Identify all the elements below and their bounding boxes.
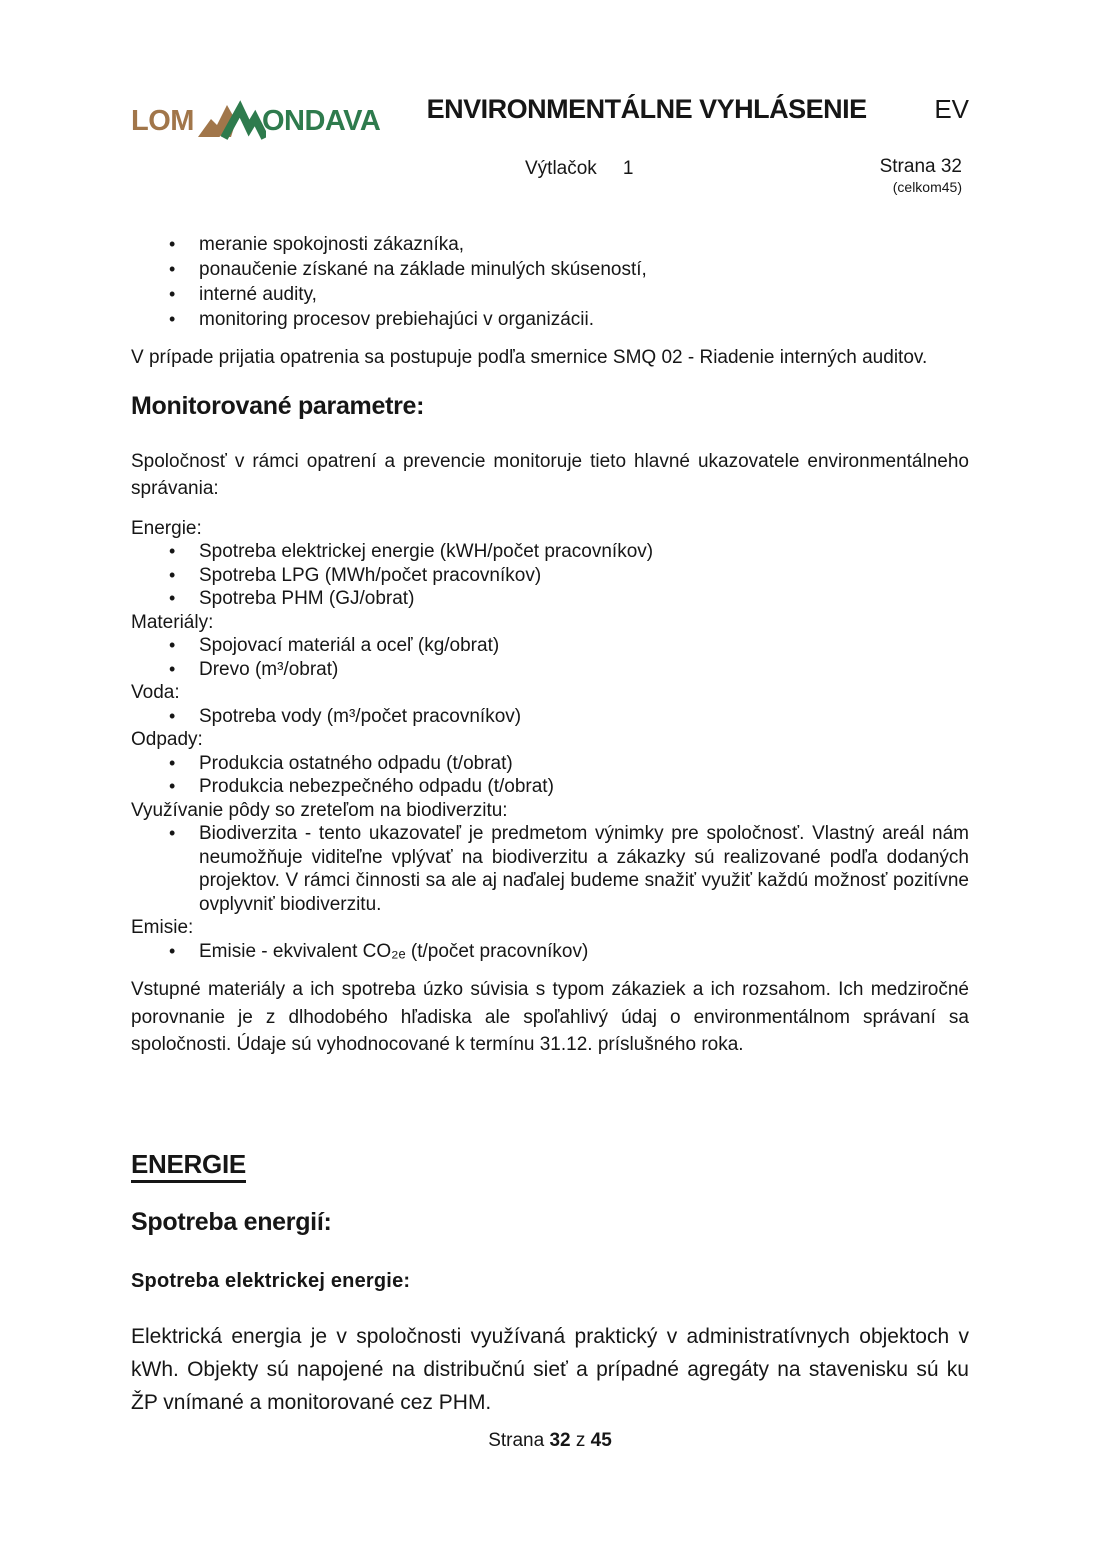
- page-number-label: Strana 32: [879, 156, 962, 177]
- print-copy-label: Výtlačok: [525, 158, 597, 179]
- group-label-emisie: Emisie:: [131, 917, 194, 938]
- list-item: • ponaučenie získané na základe minulých skúseností,: [131, 257, 969, 282]
- document-title: ENVIRONMENTÁLNE VYHLÁSENIE: [426, 94, 867, 124]
- list-item: • Produkcia ostatného odpadu (t/obrat): [131, 752, 969, 776]
- monitored-intro-paragraph: Spoločnosť v rámci opatrení a prevencie monitoruje tieto hlavné ukazovatele environmentálneho správania:: [131, 450, 969, 499]
- list-item: • Spotreba elektrickej energie (kWH/počet pracovníkov): [131, 540, 969, 564]
- intro-bullet-list: [131, 232, 969, 332]
- energie-section-heading: [131, 1149, 969, 1180]
- list-item: • Spotreba PHM (GJ/obrat): [131, 587, 969, 611]
- electric-consumption-heading: Spotreba elektrickej energie:: [131, 1269, 411, 1292]
- group-list-odpady: [131, 752, 969, 799]
- monitored-groups: [131, 517, 969, 964]
- header-top-row: [131, 92, 969, 142]
- group-label-energie: Energie:: [131, 517, 202, 539]
- page-footer: [0, 1430, 1100, 1452]
- energie-heading-text: ENERGIE: [131, 1149, 246, 1183]
- page-total-label: (celkom45): [892, 179, 962, 195]
- group-label-odpady: Odpady:: [131, 729, 203, 750]
- group-list-voda: [131, 705, 969, 729]
- list-item: • Emisie - ekvivalent CO₂ₑ (t/počet pracovníkov): [131, 940, 969, 964]
- list-item: • Spotreba vody (m³/počet pracovníkov): [131, 705, 969, 729]
- list-item: • Biodiverzita - tento ukazovateľ je predmetom výnimky pre spoločnosť. Vlastný areál nám neumožňuje viditeľne vplývať na biodiverzitu a zákazky sú realizované podľa dodaných projektov. V rámci činnosti sa ale aj naďalej budeme snažiť využiť každú možnosť pozitívne ovplyvniť biodiverzitu.: [131, 822, 969, 916]
- footer-page-total: 45: [590, 1430, 612, 1451]
- company-logo: [131, 100, 380, 142]
- monitored-parameters-heading: Monitorované parametre:: [131, 391, 425, 420]
- group-label-materialy: Materiály:: [131, 611, 214, 633]
- footer-separator: z: [575, 1430, 586, 1451]
- list-item: • Produkcia nebezpečného odpadu (t/obrat): [131, 775, 969, 799]
- logo-text-ondava: ONDAVA: [261, 104, 381, 137]
- group-list-emisie: [131, 940, 969, 964]
- list-item: • monitoring procesov prebiehajúci v organizácii.: [131, 307, 969, 332]
- energy-consumption-heading: Spotreba energií:: [131, 1207, 332, 1236]
- group-list-biodiverzita: [131, 822, 969, 916]
- group-label-voda: Voda:: [131, 682, 180, 703]
- list-item: • Drevo (m³/obrat): [131, 658, 969, 682]
- page-header: [131, 92, 969, 206]
- group-list-materialy: [131, 634, 969, 681]
- header-meta-row: [131, 156, 969, 206]
- list-item: • Spotreba LPG (MWh/počet pracovníkov): [131, 564, 969, 588]
- list-item: • Spojovací materiál a oceľ (kg/obrat): [131, 634, 969, 658]
- footer-prefix: Strana: [488, 1430, 545, 1451]
- document-code: EV: [934, 94, 969, 124]
- group-label-biodiverzita: Využívanie pôdy so zreteľom na biodiverzitu:: [131, 799, 508, 821]
- list-item: • interné audity,: [131, 282, 969, 307]
- mountain-icon: [196, 100, 266, 142]
- group-list-energie: [131, 540, 969, 611]
- logo-text-lom: LOM: [131, 104, 194, 137]
- closing-paragraph: Vstupné materiály a ich spotreba úzko súvisia s typom zákaziek a ich rozsahom. Ich medziročné porovnanie je z dlhodobého hľadiska ale spoľahlivý údaj o environmentálnom správaní sa spoločnosti. Údaje sú vyhodnocované k termínu 31.12. príslušného roka.: [131, 979, 969, 1055]
- page-number-info: [880, 156, 962, 195]
- footer-page-number: 32: [549, 1430, 571, 1451]
- print-copy-number: 1: [622, 158, 634, 179]
- list-item: • meranie spokojnosti zákazníka,: [131, 232, 969, 257]
- smq-paragraph: V prípade prijatia opatrenia sa postupuje podľa smernice SMQ 02 - Riadenie interných auditov.: [131, 347, 928, 368]
- electric-energy-paragraph: Elektrická energia je v spoločnosti využívaná praktický v administratívnych objektoch v kWh. Objekty sú napojené na distribučnú sieť a prípadné agregáty na stavenisku sú ku ŽP vnímané a monitorované cez PHM.: [131, 1324, 969, 1414]
- print-copy-info: [525, 158, 633, 180]
